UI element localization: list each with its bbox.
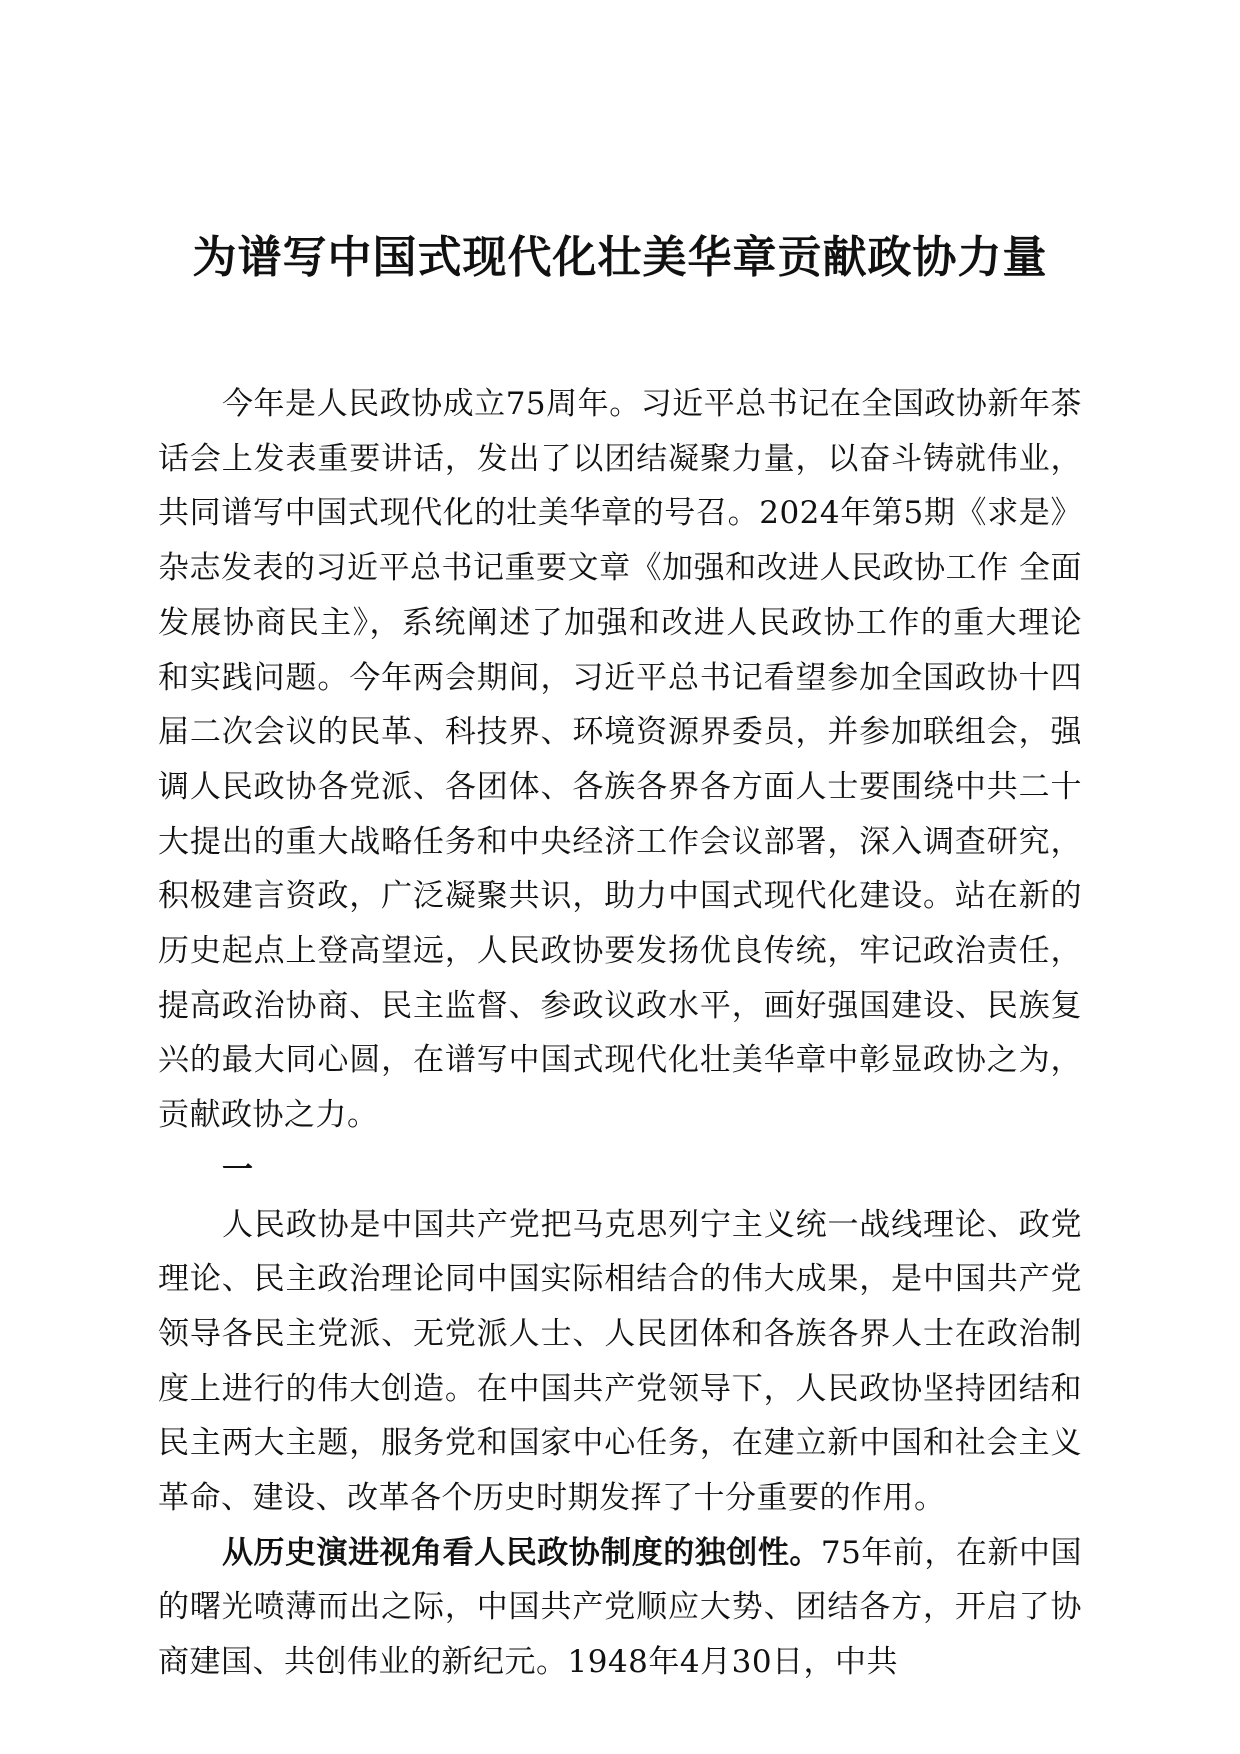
subsection-paragraph <box>158 1526 1082 1690</box>
section-number-heading: 一 <box>222 1151 253 1188</box>
intro-paragraph: 今年是人民政协成立75周年。习近平总书记在全国政协新年茶话会上发表重要讲话，发出了以团结凝聚力量，以奋斗铸就伟业，共同谱写中国式现代化的壮美华章的号召。2024年第5期《求是》杂志发表的习近平总书记重要文章《加强和改进人民政协工作 全面发展协商民主》，系统阐述了加强和改进人民政协工作的重大理论和实践问题。今年两会期间，习近平总书记看望参加全国政协十四届二次会议的民革、科技界、环境资源界委员，并参加联组会，强调人民政协各党派、各团体、各族各界各方面人士要围绕中共二十大提出的重大战略任务和中央经济工作会议部署，深入调查研究，积极建言资政，广泛凝聚共识，助力中国式现代化建设。站在新的历史起点上登高望远，人民政协要发扬优良传统，牢记政治责任，提高政治协商、民主监督、参政议政水平，画好强国建设、民族复兴的最大同心圆，在谱写中国式现代化壮美华章中彰显政协之为，贡献政协之力。 <box>158 386 1082 1134</box>
document-body <box>158 377 1082 1690</box>
document-title: 为谱写中国式现代化壮美华章贡献政协力量 <box>192 232 1048 283</box>
section-paragraph: 人民政协是中国共产党把马克思列宁主义统一战线理论、政党理论、民主政治理论同中国实际相结合的伟大成果，是中国共产党领导各民主党派、无党派人士、人民团体和各族各界人士在政治制度上进行的伟大创造。在中国共产党领导下，人民政协坚持团结和民主两大主题，服务党和国家中心任务，在建立新中国和社会主义革命、建设、改革各个历史时期发挥了十分重要的作用。 <box>158 1206 1082 1517</box>
subsection-text: 75年前，在新中国的曙光喷薄而出之际，中国共产党顺应大势、团结各方，开启了协商建国、共创伟业的新纪元。1948年4月30日，中共 <box>158 1534 1082 1681</box>
subsection-lead-heading: 从历史演进视角看人民政协制度的独创性。 <box>222 1534 821 1571</box>
